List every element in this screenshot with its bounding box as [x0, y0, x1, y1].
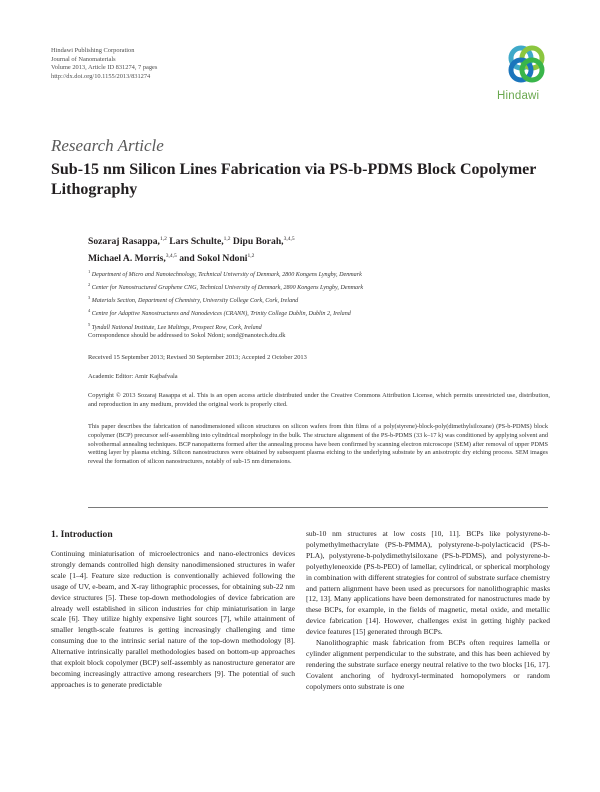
publisher-name: Hindawi Publishing Corporation	[51, 47, 135, 54]
author-affil-mark: 1,2	[223, 236, 231, 242]
affiliation-number: 3	[88, 295, 91, 301]
paragraph: sub-10 nm structures at low costs [10, 11]. BCPs like polystyrene-b-polymethylmethacrylate (PS-b-PMMA), polystyrene-b-polylacticacid (PS-b-PLA), polystyrene-b-polydimethylsiloxane (PS-b-PDMS), and polystyrene-b-polyethyleneoxide (PS-b-PEO) of lamellar, cylindrical, or spherical morphology in combination with different strategies for control of substrate surface chemistry and pattern alignment have been used as precursors for nanolithographic masks [12, 13]. Many applications have been demonstrated for nanostructures made by these BCPs, for example, in the fields of magnetic, metal oxide, and metallic device fabrication [14]. However, challenges exist in getting highly packed device features [15] generated through BCPs.	[306, 529, 550, 637]
volume-info: Volume 2013, Article ID 831274, 7 pages	[51, 64, 158, 72]
author-name: Dipu Borah,	[232, 236, 284, 248]
paragraph: Continuing miniaturisation of microelectronics and nano-electronics devices strongly demands controlled high density nanodimensioned structures in wafer scale [1–4]. Feature size reduction is conventionally achieved following the usage of UV, e-beam, and X-ray lithographic processes, for obtaining sub-22 nm device structures [5]. These top-down methodologies of device fabrication are already well established in silicon industries for chip miniaturisation in large scale [6]. They utilize highly expensive light sources [7], while attainment of smaller length-scale features is getting increasingly challenging and time consuming due to the intrinsic serial nature of the top-down methodology [8]. Alternative intrinsically parallel methodologies based on bottom-up approaches that exploit block copolymer (BCP) self-assembly as nanostructure generator are becoming increasingly attractive among researchers [9]. The potential of such approaches is to generate predictable	[51, 549, 295, 689]
affiliation-text: Center for Nanostructured Graphene CNG, Technical University of Denmark, 2800 Kongens Lyngby, Denmark	[91, 285, 364, 292]
affiliation-number: 2	[88, 282, 91, 288]
author-name: Lars Schulte,	[169, 236, 224, 248]
copyright-notice: Copyright © 2013 Sozaraj Rasappa et al. This is an open access article distributed under the Creative Commons Attribution License, which permits unrestricted use, distribution, and reproduction in any medium, provided the original work is properly cited.	[88, 392, 550, 408]
affiliation-number: 1	[88, 269, 91, 274]
article-title: Sub-15 nm Silicon Lines Fabrication via PS-b-PDMS Block Copolymer Lithography	[51, 161, 537, 198]
hindawi-logo[interactable]	[497, 42, 557, 102]
doi-link[interactable]: http://dx.doi.org/10.1155/2013/831274	[51, 72, 151, 80]
author-affil-mark: 3,4,5	[165, 253, 177, 260]
author-affil-mark: 1,2	[159, 236, 167, 242]
correspondence-note: Correspondence should be addressed to Sokol Ndoni; sond@nanotech.dtu.dk	[88, 332, 286, 339]
article-type: Research Article	[51, 136, 164, 155]
academic-editor: Academic Editor: Amir Kajbafvala	[88, 373, 178, 380]
affiliation-text: Centre for Adaptive Nanostructures and Nanodevices (CRANN), Trinity College Dublin, Dublin 2, Ireland	[91, 311, 351, 318]
affiliation-text: Department of Micro and Nanotechnology, Technical University of Denmark, 2800 Kongens Lyngby, Denmark	[91, 272, 362, 279]
hindawi-logo-text: Hindawi	[497, 90, 540, 102]
hindawi-logo-icon	[503, 42, 549, 88]
affiliation-item	[88, 267, 528, 280]
publisher-info	[51, 47, 157, 81]
abstract: This paper describes the fabrication of nanodimensioned silicon structures on silicon wafers from thin films of a poly(styrene)-block-poly(dimethylsiloxane) (PS-b-PDMS) block copolymer (BCP) precursor self-assembling into cylindrical morphology in the bulk. The structure alignment of the PS-b-PDMS (33 k–17 k) was conditioned by applying solvent and solvothermal annealing techniques. BCP nanopatterns formed after the annealing process have been confirmed by scanning electron microscope (SEM) after removal of upper PDMS wetting layer by plasma etching. Silicon nanostructures were obtained by subsequent plasma etching to the underlying substrate by an anisotropic dry etching process. SEM images reveal the formation of silicon nanostructures, notably of sub-15 nm dimensions.	[88, 423, 548, 466]
affiliation-number: 4	[88, 308, 91, 314]
author-name: Michael A. Morris,	[88, 253, 166, 265]
author-name: Sozaraj Rasappa,	[88, 236, 160, 248]
right-column	[306, 529, 550, 693]
affiliation-text: Materials Section, Department of Chemistry, University College Cork, Cork, Ireland	[91, 298, 299, 305]
section-heading-introduction: 1. Introduction	[51, 529, 113, 540]
affiliation-list	[88, 267, 528, 333]
abstract-divider	[88, 507, 548, 508]
author-affil-mark: 1,2	[247, 253, 255, 260]
affiliation-item	[88, 293, 528, 306]
author-list	[88, 232, 468, 266]
article-dates: Received 15 September 2013; Revised 30 September 2013; Accepted 2 October 2013	[88, 354, 307, 361]
author-affil-mark: 3,4,5	[283, 236, 295, 242]
left-column	[51, 549, 295, 691]
affiliation-item	[88, 280, 528, 293]
affiliation-number: 5	[88, 321, 91, 327]
affiliation-text: Tyndall National Institute, Lee Maltings, Prospect Row, Cork, Ireland	[91, 324, 262, 331]
author-name: and Sokol Ndoni	[179, 253, 248, 265]
paragraph: Nanolithographic mask fabrication from BCPs often requires lamella or cylinder alignment perpendicular to the substrate, and this has been achieved by rendering the substrate surface energy neutral relative to the two blocks [16, 17]. Covalent anchoring of hydroxyl-terminated homopolymers or random copolymers onto substrate is one	[306, 638, 550, 691]
journal-name: Journal of Nanomaterials	[51, 55, 116, 63]
affiliation-item	[88, 306, 528, 319]
